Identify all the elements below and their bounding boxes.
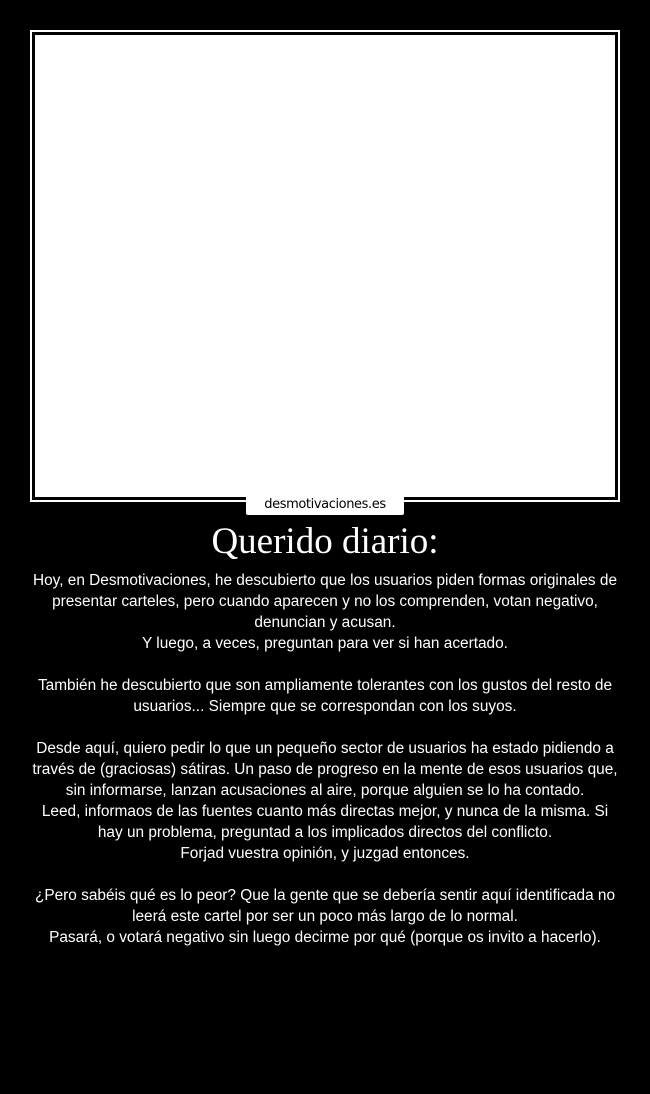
paragraph: También he descubierto que son ampliamente tolerantes con los gustos del resto de usuarios... Siempre que se correspondan con los suyos. <box>37 677 613 715</box>
site-watermark <box>246 493 404 515</box>
paragraph: Hoy, en Desmotivaciones, he descubierto que los usuarios piden formas originales de presentar carteles, pero cuando aparecen y no los comprenden, votan negativo, denuncian y acusan. <box>32 572 618 631</box>
poster-image <box>35 35 615 497</box>
poster-frame <box>30 30 620 502</box>
paragraph: Y luego, a veces, preguntan para ver si han acertado. <box>142 635 508 652</box>
poster-title: Querido diario: <box>211 521 439 562</box>
paragraph: Desde aquí, quiero pedir lo que un pequeño sector de usuarios ha estado pidiendo a través de (graciosas) sátiras. Un paso de progreso en la mente de esos usuarios que, sin informarse, lanzan acusaciones al aire, porque alguien se lo ha contado. <box>32 740 618 799</box>
watermark-text: desmotivaciones.es <box>264 496 386 512</box>
poster-description <box>30 570 620 948</box>
paragraph: Forjad vuestra opinión, y juzgad entonces. <box>180 845 470 862</box>
paragraph: Pasará, o votará negativo sin luego decirme por qué (porque os invito a hacerlo). <box>49 929 601 946</box>
paragraph: Leed, informaos de las fuentes cuanto más directas mejor, y nunca de la misma. Si hay un problema, preguntad a los implicados directos del conflicto. <box>41 803 609 841</box>
paragraph: ¿Pero sabéis qué es lo peor? Que la gente que se debería sentir aquí identificada no leerá este cartel por ser un poco más largo de lo normal. <box>34 887 616 925</box>
